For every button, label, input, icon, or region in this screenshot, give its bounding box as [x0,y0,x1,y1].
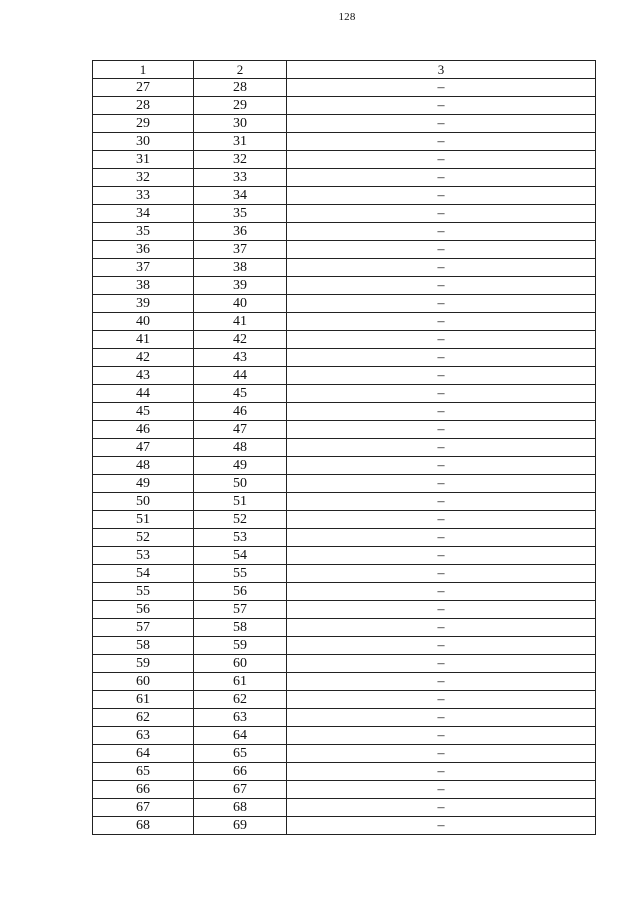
table-cell-col-2: 32 [194,151,287,169]
table-cell-col-2: 62 [194,691,287,709]
table-cell-col-3: – [287,583,596,601]
table-row [93,457,596,475]
table-row [93,673,596,691]
table-cell-col-2: 65 [194,745,287,763]
table-cell-col-1: 63 [93,727,194,745]
table-row [93,709,596,727]
table-cell-col-1: 49 [93,475,194,493]
table-cell-col-1: 57 [93,619,194,637]
table-cell-col-3: – [287,277,596,295]
table-cell-col-3: – [287,511,596,529]
table-cell-col-1: 35 [93,223,194,241]
table-row [93,313,596,331]
table-cell-col-1: 30 [93,133,194,151]
table-row [93,367,596,385]
table-cell-col-2: 34 [194,187,287,205]
table-cell-col-3: – [287,763,596,781]
table-cell-col-1: 38 [93,277,194,295]
table-row [93,817,596,835]
table-cell-col-3: – [287,169,596,187]
table-cell-col-1: 67 [93,799,194,817]
table-cell-col-2: 68 [194,799,287,817]
table-cell-col-3: – [287,97,596,115]
table-row [93,655,596,673]
table-cell-col-3: – [287,565,596,583]
table-cell-col-3: – [287,655,596,673]
table-row [93,403,596,421]
table-row [93,547,596,565]
table-cell-col-2: 28 [194,79,287,97]
table-row [93,385,596,403]
table-cell-col-2: 39 [194,277,287,295]
table-cell-col-3: – [287,619,596,637]
table-cell-col-3: – [287,151,596,169]
table-row [93,133,596,151]
table-cell-col-3: – [287,457,596,475]
table-cell-col-3: – [287,673,596,691]
table-cell-col-1: 59 [93,655,194,673]
table-cell-col-2: 29 [194,97,287,115]
table-cell-col-2: 48 [194,439,287,457]
page-number: 128 [338,11,356,23]
table-row [93,331,596,349]
table-cell-col-1: 27 [93,79,194,97]
table-row [93,601,596,619]
table-row [93,97,596,115]
table-cell-col-3: – [287,133,596,151]
table-cell-col-2: 35 [194,205,287,223]
table-cell-col-3: – [287,691,596,709]
table-cell-col-3: – [287,799,596,817]
table-cell-col-1: 37 [93,259,194,277]
table-row [93,241,596,259]
table-row [93,79,596,97]
table-row [93,115,596,133]
table-row [93,763,596,781]
table-row [93,691,596,709]
table-cell-col-1: 58 [93,637,194,655]
table-row [93,151,596,169]
table-cell-col-1: 41 [93,331,194,349]
table-cell-col-1: 44 [93,385,194,403]
table-cell-col-3: – [287,295,596,313]
table-row [93,583,596,601]
table-cell-col-3: – [287,421,596,439]
table-cell-col-1: 40 [93,313,194,331]
table-cell-col-2: 51 [194,493,287,511]
table-cell-col-3: – [287,187,596,205]
table-cell-col-2: 45 [194,385,287,403]
table-cell-col-2: 40 [194,295,287,313]
table-cell-col-1: 60 [93,673,194,691]
table-cell-col-2: 47 [194,421,287,439]
table-cell-col-1: 43 [93,367,194,385]
table-cell-col-2: 50 [194,475,287,493]
table-row [93,223,596,241]
table-cell-col-2: 37 [194,241,287,259]
table-cell-col-1: 33 [93,187,194,205]
table-cell-col-1: 28 [93,97,194,115]
column-header-1: 1 [93,61,194,79]
table-cell-col-1: 68 [93,817,194,835]
table-cell-col-3: – [287,331,596,349]
table-cell-col-1: 39 [93,295,194,313]
table-cell-col-3: – [287,493,596,511]
table-cell-col-2: 36 [194,223,287,241]
table-cell-col-2: 63 [194,709,287,727]
table-row [93,259,596,277]
table-cell-col-3: – [287,547,596,565]
table-cell-col-1: 50 [93,493,194,511]
table-cell-col-1: 53 [93,547,194,565]
table-cell-col-2: 49 [194,457,287,475]
table-header [93,61,596,79]
table-cell-col-1: 34 [93,205,194,223]
table-cell-col-1: 42 [93,349,194,367]
table-row [93,277,596,295]
table-cell-col-1: 55 [93,583,194,601]
table-cell-col-2: 41 [194,313,287,331]
table-cell-col-2: 60 [194,655,287,673]
table-cell-col-2: 30 [194,115,287,133]
table-cell-col-3: – [287,529,596,547]
table-row [93,727,596,745]
table-cell-col-2: 46 [194,403,287,421]
table-row [93,565,596,583]
table-cell-col-2: 44 [194,367,287,385]
table-cell-col-3: – [287,115,596,133]
table-cell-col-3: – [287,709,596,727]
table-cell-col-1: 51 [93,511,194,529]
table-cell-col-2: 54 [194,547,287,565]
table-cell-col-3: – [287,403,596,421]
table-row [93,799,596,817]
table-row [93,745,596,763]
data-table [92,60,596,835]
table-row [93,349,596,367]
table-cell-col-1: 64 [93,745,194,763]
table-row [93,637,596,655]
table-cell-col-1: 47 [93,439,194,457]
column-header-2: 2 [194,61,287,79]
table-cell-col-2: 56 [194,583,287,601]
table-cell-col-2: 66 [194,763,287,781]
table-cell-col-2: 58 [194,619,287,637]
table-cell-col-1: 45 [93,403,194,421]
table-cell-col-3: – [287,745,596,763]
table-cell-col-2: 31 [194,133,287,151]
table-cell-col-3: – [287,781,596,799]
table-cell-col-2: 38 [194,259,287,277]
table-cell-col-2: 53 [194,529,287,547]
table-cell-col-2: 61 [194,673,287,691]
table-cell-col-1: 66 [93,781,194,799]
table-row [93,187,596,205]
table-row [93,781,596,799]
table-cell-col-2: 64 [194,727,287,745]
table-row [93,619,596,637]
table-cell-col-1: 61 [93,691,194,709]
table-cell-col-1: 65 [93,763,194,781]
table-cell-col-1: 46 [93,421,194,439]
table-cell-col-2: 57 [194,601,287,619]
table-cell-col-3: – [287,313,596,331]
table-cell-col-3: – [287,205,596,223]
table-cell-col-2: 59 [194,637,287,655]
table-row [93,493,596,511]
table-cell-col-1: 29 [93,115,194,133]
column-header-3: 3 [287,61,596,79]
table-cell-col-1: 62 [93,709,194,727]
table-body [93,79,596,835]
table-cell-col-3: – [287,223,596,241]
table-cell-col-3: – [287,385,596,403]
table-cell-col-3: – [287,727,596,745]
table-cell-col-3: – [287,241,596,259]
table-cell-col-1: 52 [93,529,194,547]
table-cell-col-2: 33 [194,169,287,187]
table-cell-col-3: – [287,601,596,619]
table-row [93,169,596,187]
table-row [93,529,596,547]
table-cell-col-2: 69 [194,817,287,835]
table-cell-col-3: – [287,259,596,277]
table-cell-col-2: 43 [194,349,287,367]
table-cell-col-3: – [287,817,596,835]
table-cell-col-3: – [287,637,596,655]
table-row [93,475,596,493]
table-cell-col-1: 56 [93,601,194,619]
table-cell-col-3: – [287,79,596,97]
table-row [93,205,596,223]
table-cell-col-3: – [287,439,596,457]
table-cell-col-2: 42 [194,331,287,349]
table-cell-col-1: 31 [93,151,194,169]
table-cell-col-3: – [287,349,596,367]
table-cell-col-1: 32 [93,169,194,187]
table-row [93,295,596,313]
table-cell-col-1: 54 [93,565,194,583]
table-cell-col-1: 48 [93,457,194,475]
table-row [93,421,596,439]
table-cell-col-3: – [287,475,596,493]
table-cell-col-3: – [287,367,596,385]
table-cell-col-2: 67 [194,781,287,799]
table-cell-col-2: 55 [194,565,287,583]
table-row [93,439,596,457]
header-row [93,61,596,79]
table-row [93,511,596,529]
table-cell-col-2: 52 [194,511,287,529]
table-cell-col-1: 36 [93,241,194,259]
